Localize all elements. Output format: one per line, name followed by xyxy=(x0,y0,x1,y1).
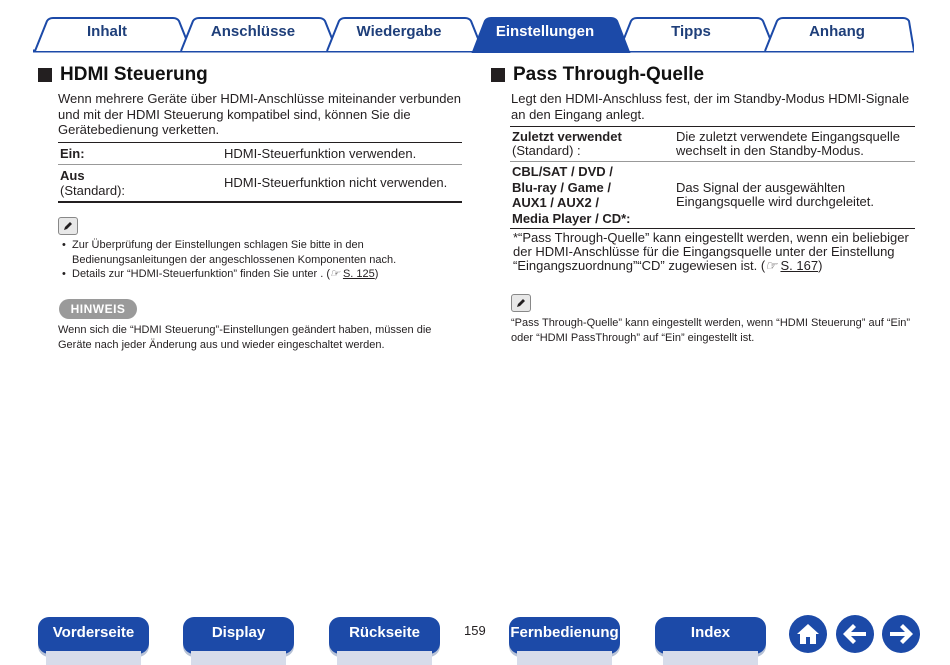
button-label: Index xyxy=(690,624,731,641)
back-arrow-icon[interactable] xyxy=(836,615,874,653)
option-name: Zuletzt verwendet xyxy=(512,128,622,144)
hand-pointer-icon: ☞ xyxy=(330,268,340,280)
list-item: • Details zur “HDMI-Steuerfunktion” finden Sie unter . (☞ S. 125) xyxy=(60,267,460,282)
button-label: Fernbedienung xyxy=(510,624,619,641)
option-name: Ein: xyxy=(60,146,85,161)
rueckseite-button[interactable] xyxy=(329,617,440,654)
tab-bar xyxy=(33,17,914,53)
index-button[interactable] xyxy=(655,617,766,654)
option-name-line: Blu-ray / Game / xyxy=(512,179,611,195)
heading-square-icon xyxy=(38,68,52,82)
page-ref-link[interactable]: S. 125 xyxy=(342,268,375,280)
forward-arrow-icon[interactable] xyxy=(882,615,920,653)
tab-wiedergabe[interactable]: Wiedergabe xyxy=(356,23,442,40)
pass-through-note: “Pass Through-Quelle” kann eingestellt werden, wenn “HDMI Steuerung” auf “Ein” oder “HDMI PassThrough” auf “Ein” eingestellt ist. xyxy=(511,317,911,344)
option-row xyxy=(58,143,462,165)
option-desc: Das Signal der ausgewählten Eingangsquelle wird durchgeleitet. xyxy=(676,179,875,209)
hdmi-steuerung-options xyxy=(58,142,462,203)
option-row xyxy=(510,162,915,229)
option-name-cell xyxy=(58,165,222,202)
display-button[interactable] xyxy=(183,617,294,654)
option-row xyxy=(510,127,915,162)
button-label: Vorderseite xyxy=(52,624,135,641)
option-sub: (Standard): xyxy=(60,182,126,198)
page-number: 159 xyxy=(464,623,486,638)
pass-through-options xyxy=(510,126,915,229)
page-ref-link[interactable]: S. 167 xyxy=(780,258,819,273)
tab-tipps[interactable]: Tipps xyxy=(671,23,711,40)
tab-inhalt[interactable]: Inhalt xyxy=(87,23,127,40)
option-name-cell xyxy=(510,127,674,162)
option-name-line: Media Player / CD*: xyxy=(512,210,631,226)
option-name-line: AUX1 / AUX2 / xyxy=(512,195,599,210)
fernbedienung-button[interactable] xyxy=(509,617,620,654)
pass-through-intro: Legt den HDMI-Anschluss fest, der im Standby-Modus HDMI-Signale an den Eingang anlegt. xyxy=(511,91,910,122)
option-name: Aus xyxy=(60,167,85,183)
hdmi-steuerung-heading xyxy=(38,64,208,86)
button-label: Rückseite xyxy=(349,624,420,641)
home-icon[interactable] xyxy=(789,615,827,653)
tab-anhang[interactable]: Anhang xyxy=(809,23,865,40)
option-name-cell xyxy=(510,162,674,229)
hdmi-notes xyxy=(60,238,460,282)
heading-square-icon xyxy=(491,68,505,82)
button-label: Display xyxy=(211,624,266,641)
pencil-note-icon xyxy=(58,217,78,235)
hdmi-steuerung-intro: Wenn mehrere Geräte über HDMI-Anschlüsse miteinander verbunden und mit der HDMI Steuerung kompatibel sind, können Sie die Gerätebedienung verketten. xyxy=(58,91,461,137)
pass-through-heading xyxy=(491,64,704,86)
pass-through-footnote: *“Pass Through-Quelle” kann eingestellt werden, wenn ein beliebiger der HDMI-Anschlüsse für die Eingangsquelle unter der Einstellung “Eingangszuordnung”“CD” zugewiesen ist. (☞ S. 167) xyxy=(513,230,909,273)
hinweis-badge: HINWEIS xyxy=(59,299,137,319)
option-desc: Die zuletzt verwendete Eingangsquelle wechselt in den Standby-Modus. xyxy=(676,128,901,158)
hinweis-text: Wenn sich die “HDMI Steuerung”-Einstellungen geändert haben, müssen die Geräte nach jeder Änderung aus und wieder eingeschaltet werden. xyxy=(58,324,432,351)
hand-pointer-icon: ☞ xyxy=(765,258,777,273)
tab-anschluesse[interactable]: Anschlüsse xyxy=(210,23,296,40)
vorderseite-button[interactable] xyxy=(38,617,149,654)
tab-einstellungen[interactable]: Einstellungen xyxy=(495,23,595,40)
pass-through-title: Pass Through-Quelle xyxy=(513,64,705,85)
option-row xyxy=(58,165,462,202)
list-item: • Zur Überprüfung der Einstellungen schlagen Sie bitte in den Bedienungsanleitungen der angeschlossenen Komponenten nach. xyxy=(60,238,460,267)
option-desc: HDMI-Steuerfunktion nicht verwenden. xyxy=(224,175,448,191)
option-sub: (Standard) : xyxy=(512,143,581,158)
hdmi-steuerung-title: HDMI Steuerung xyxy=(60,64,208,85)
option-name-line: CBL/SAT / DVD / xyxy=(512,164,613,179)
pencil-note-icon xyxy=(511,294,531,312)
option-desc: HDMI-Steuerfunktion verwenden. xyxy=(224,146,417,161)
